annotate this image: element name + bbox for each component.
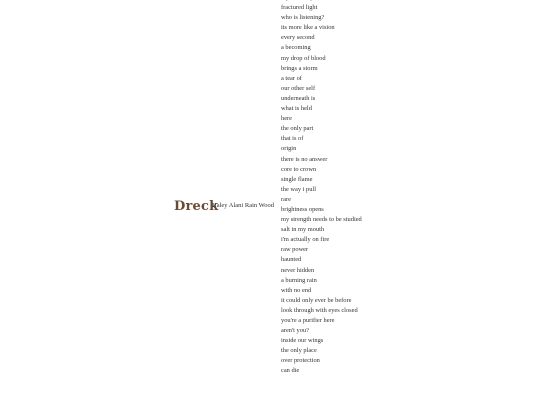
poem-line: brightness opens <box>281 205 324 213</box>
poem-line: with no end <box>281 286 312 294</box>
poem-line: what is held <box>281 105 312 113</box>
poem-line: core to crown <box>281 165 317 173</box>
poem-line: there is no answer <box>281 155 328 163</box>
poem-line: my drop of blood <box>281 54 326 62</box>
poem-line: over protection <box>281 357 320 365</box>
poem-line: salt in my mouth <box>281 226 325 234</box>
author-name: Haley Alani Rain Wood <box>212 202 275 209</box>
poem-line: the only place <box>281 347 317 355</box>
poem-line: its more like a vision <box>281 24 335 32</box>
poem-line: never hidden <box>281 266 315 274</box>
poem-line: fractured light <box>281 4 318 12</box>
poem-line: i'm actually on fire <box>281 236 330 244</box>
poem-line: our other self <box>281 84 316 92</box>
poem-line: rare <box>281 195 291 203</box>
poem-line: a becoming <box>281 44 311 52</box>
poem-line: who is listening? <box>281 14 325 22</box>
poem-line: underneath is <box>281 94 316 102</box>
poem-line: the way i pull <box>281 185 316 193</box>
brand-logo: Dreck <box>174 199 219 214</box>
poem-line: every second <box>281 34 315 42</box>
poem-line: raw power <box>281 246 309 254</box>
poem-line: haunted <box>281 256 302 264</box>
poem-line: a burning rain <box>281 276 317 284</box>
poem-line: here <box>281 115 292 123</box>
poem-line: the only part <box>281 125 314 133</box>
poem-line: origin <box>281 145 297 153</box>
poem-line: brings a storm <box>281 64 318 72</box>
poem-lines <box>281 0 362 377</box>
poem-line: look through with eyes closed <box>281 306 358 314</box>
poem-line: you're a purifier here <box>281 317 335 324</box>
poem-line: single flame <box>281 175 313 183</box>
poem-line: a tear of <box>281 74 302 82</box>
poem-line: aren't you? <box>281 327 309 335</box>
poem-line: inside our wings <box>281 337 324 345</box>
poem-line: can die <box>281 367 300 375</box>
poem-line: my strength needs to be studied <box>281 216 362 224</box>
poem-line: that is of <box>281 135 304 143</box>
poem-line: it could only ever be before <box>281 296 352 304</box>
